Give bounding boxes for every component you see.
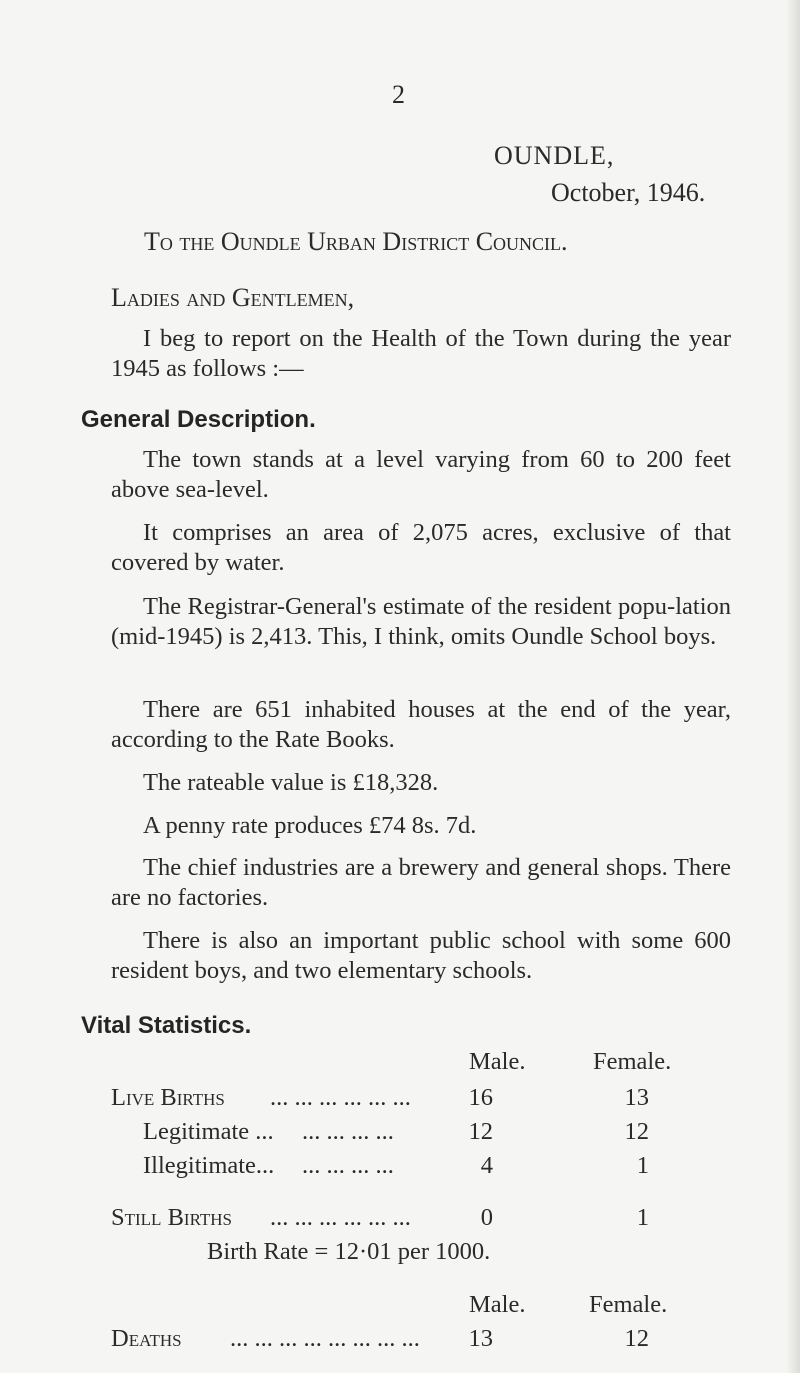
legitimate-male: 12 — [468, 1118, 493, 1145]
illegitimate-male: 4 — [480, 1152, 493, 1179]
deaths-leader: ... ... ... ... ... ... ... ... — [230, 1325, 420, 1352]
live-births-female: 13 — [624, 1084, 649, 1111]
birth-rate: Birth Rate = 12·01 per 1000. — [207, 1238, 491, 1265]
live-births-leader: ... ... ... ... ... ... — [270, 1084, 411, 1111]
deaths-label: Deaths — [111, 1325, 182, 1352]
deaths-col-header-female: Female. — [589, 1291, 668, 1318]
col-header-male: Male. — [469, 1048, 526, 1075]
page-number: 2 — [392, 80, 405, 109]
gd-paragraph-schools: There is also an important public school with some 600 resident boys, and two elementary schools. — [111, 927, 731, 984]
gd-paragraph-rateable-value: The rateable value is £18,328. — [143, 769, 439, 796]
live-births-male: 16 — [468, 1084, 493, 1111]
deaths-female: 12 — [624, 1325, 649, 1352]
col-header-female: Female. — [593, 1048, 672, 1075]
letter-date: October, 1946. — [551, 178, 706, 207]
still-births-label: Still Births — [111, 1204, 233, 1231]
deaths-col-header-male: Male. — [469, 1291, 526, 1318]
legitimate-female: 12 — [624, 1118, 649, 1145]
illegitimate-leader: ... ... ... ... — [302, 1152, 394, 1179]
letter-addressee: To the Oundle Urban District Council. — [144, 227, 568, 256]
general-description-heading: General Description. — [81, 406, 316, 433]
illegitimate-female: 1 — [636, 1152, 649, 1179]
still-births-male: 0 — [480, 1204, 493, 1231]
illegitimate-label: Illegitimate... — [143, 1152, 275, 1179]
gd-paragraph-houses: There are 651 inhabited houses at the end of the year, according to the Rate Books. — [111, 696, 731, 753]
intro-paragraph: I beg to report on the Health of the Town during the year 1945 as follows :— — [111, 325, 731, 382]
live-births-label: Live Births — [111, 1084, 225, 1111]
gd-paragraph-industries: The chief industries are a brewery and general shops. There are no factories. — [111, 854, 731, 911]
deaths-male: 13 — [468, 1325, 493, 1352]
letter-salutation: Ladies and Gentlemen, — [111, 283, 355, 312]
gd-paragraph-area: It comprises an area of 2,075 acres, exclusive of that covered by water. — [111, 519, 731, 576]
gd-paragraph-elevation: The town stands at a level varying from 60 to 200 feet above sea-level. — [111, 446, 731, 503]
legitimate-leader: ... ... ... ... — [302, 1118, 394, 1145]
still-births-leader: ... ... ... ... ... ... — [270, 1204, 411, 1231]
vital-statistics-heading: Vital Statistics. — [81, 1012, 252, 1039]
letter-place: OUNDLE, — [494, 141, 615, 170]
page-edge-shadow — [786, 0, 800, 1373]
gd-paragraph-penny-rate: A penny rate produces £74 8s. 7d. — [143, 812, 477, 839]
still-births-female: 1 — [636, 1204, 649, 1231]
legitimate-label: Legitimate ... — [143, 1118, 274, 1145]
gd-paragraph-population: The Registrar-General's estimate of the resident popu-lation (mid-1945) is 2,413. This, I think, omits Oundle School boys. — [111, 593, 731, 650]
